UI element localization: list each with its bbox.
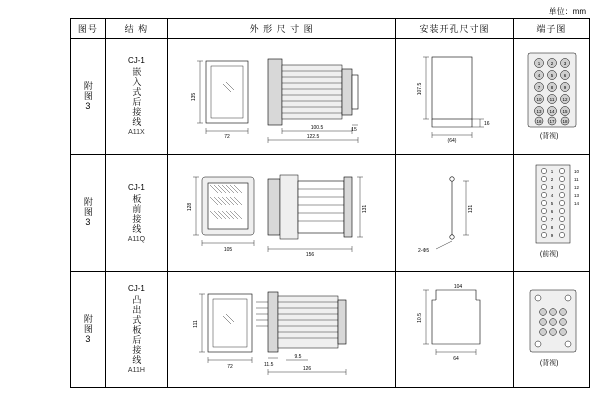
svg-text:17: 17 [549,118,555,124]
table-row [71,271,590,387]
svg-text:128: 128 [187,202,194,212]
install-drawing-3 [396,272,514,384]
svg-text:8: 8 [550,225,554,231]
table-row [71,38,590,154]
cell-structure [105,38,167,154]
svg-text:11: 11 [573,177,579,183]
svg-text:105: 105 [223,247,233,254]
fig-no-label: 附图3 [82,197,93,229]
cell-terminal-drawing [513,271,589,387]
terminal-view-label: (前视) [539,251,559,259]
svg-text:11: 11 [549,96,555,102]
svg-text:111: 111 [193,319,200,328]
svg-text:8: 8 [550,84,554,90]
svg-text:10: 10 [536,96,542,102]
cell-fig-no [71,155,106,271]
svg-text:7: 7 [537,84,541,90]
unit-note: 单位：mm [548,7,586,16]
svg-text:12: 12 [562,96,568,102]
svg-text:2: 2 [550,60,554,66]
header-terminal: 端子图 [513,19,589,39]
structure-name: CJ-1 [127,284,145,294]
svg-text:9.5: 9.5 [294,353,302,360]
outline-drawing-2 [168,155,398,267]
svg-text:13: 13 [536,108,542,114]
fig-no-label: 附图3 [82,80,93,112]
cell-terminal-drawing [513,38,589,154]
svg-text:100.5: 100.5 [310,124,324,131]
svg-text:131: 131 [468,204,475,214]
svg-text:126: 126 [302,365,312,372]
svg-text:16: 16 [484,120,490,127]
header-structure: 结 构 [105,19,167,39]
svg-text:2: 2 [550,177,554,183]
svg-text:107.5: 107.5 [417,82,424,95]
table-row [71,155,590,271]
svg-text:72: 72 [227,363,233,370]
cell-install-drawing [396,155,514,271]
cell-install-drawing [396,271,514,387]
svg-text:5: 5 [550,201,554,207]
cell-outline-drawing [168,155,396,271]
svg-text:14: 14 [573,201,579,207]
svg-text:15: 15 [562,108,568,114]
svg-text:13: 13 [573,193,579,199]
cell-structure [105,155,167,271]
outline-drawing-3 [168,272,398,384]
fig-no-label: 附图3 [82,313,93,345]
svg-text:1: 1 [550,169,554,175]
svg-text:4: 4 [550,193,554,199]
structure-name: CJ-1 [127,56,145,66]
cell-install-drawing [396,38,514,154]
svg-text:14: 14 [549,108,555,114]
structure-desc: 凸出式板后接线 [131,295,142,366]
svg-text:1: 1 [537,60,541,66]
svg-text:72: 72 [224,133,230,140]
structure-code: A11H [127,367,145,375]
cell-terminal-drawing [513,155,589,271]
svg-text:122.5: 122.5 [306,133,320,140]
svg-text:6: 6 [550,209,554,215]
cell-fig-no [71,38,106,154]
structure-code: A11X [128,129,145,137]
svg-text:7: 7 [550,217,554,223]
outline-drawing-1 [168,39,398,151]
svg-text:10.5: 10.5 [417,312,424,323]
structure-name: CJ-1 [127,182,145,192]
install-drawing-1 [396,39,514,151]
svg-text:64: 64 [453,355,460,362]
svg-text:2-Φ5: 2-Φ5 [418,248,430,255]
svg-text:3: 3 [563,60,567,66]
svg-text:11.5: 11.5 [264,361,274,368]
header-outline: 外 形 尺 寸 图 [168,19,396,39]
cell-outline-drawing [168,271,396,387]
svg-text:9: 9 [563,84,567,90]
svg-text:16: 16 [536,118,542,124]
cell-outline-drawing [168,38,396,154]
table-header-row [71,19,590,39]
structure-code: A11Q [127,235,146,243]
terminal-view-label: (背视) [539,132,559,140]
svg-text:156: 156 [305,252,315,259]
svg-text:15: 15 [351,126,357,133]
svg-text:18: 18 [562,118,568,124]
terminal-view-label: (背视) [539,359,559,367]
spec-table [70,18,590,388]
svg-text:3: 3 [550,185,554,191]
svg-text:5: 5 [550,72,554,78]
svg-text:131: 131 [362,204,369,214]
cell-structure [105,271,167,387]
svg-text:4: 4 [537,72,541,78]
structure-desc: 板前接线 [131,193,142,234]
svg-text:9: 9 [550,233,554,239]
cell-fig-no [71,271,106,387]
svg-text:135: 135 [191,92,198,101]
svg-text:10: 10 [573,169,579,175]
install-drawing-2 [396,155,514,267]
header-fig-no: 图号 [71,19,106,39]
structure-desc: 嵌入式后接线 [131,67,142,128]
svg-text:104: 104 [454,283,463,290]
header-install: 安装开孔尺寸图 [396,19,514,39]
svg-text:(64): (64) [447,137,457,144]
svg-text:6: 6 [563,72,567,78]
svg-text:12: 12 [573,185,579,191]
